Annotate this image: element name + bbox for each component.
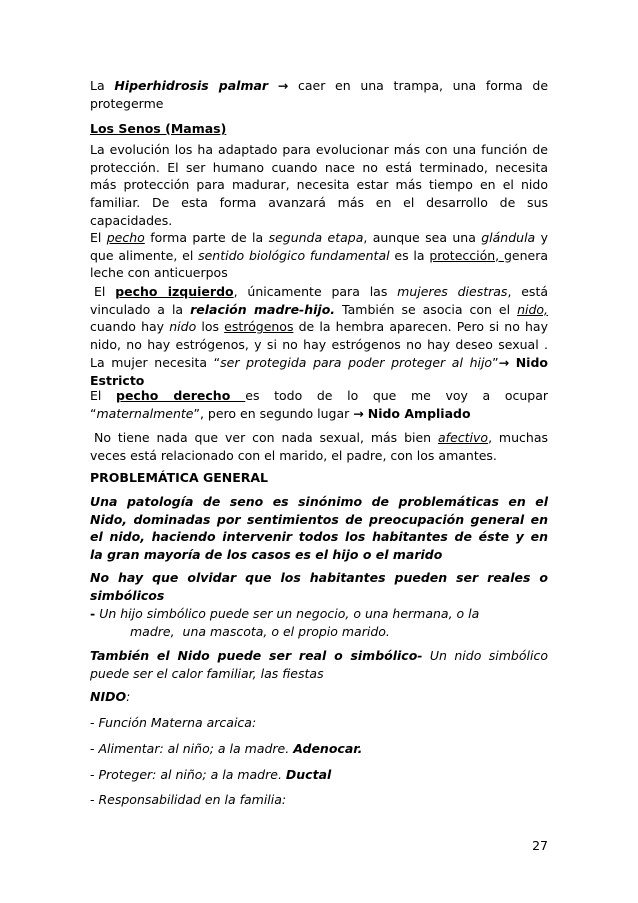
- text-run: [422, 648, 429, 663]
- text-run: La mujer necesita “: [90, 354, 221, 370]
- paragraph-patologia-seno: [90, 493, 548, 564]
- paragraph-pecho: [90, 229, 548, 282]
- text-line: capacidades.: [90, 212, 173, 228]
- bullet-dash: -: [90, 792, 99, 807]
- text-line: protección. El ser humano cuando nace no está terminado, necesita: [90, 159, 548, 175]
- text-run: “: [90, 405, 97, 421]
- text-line: leche con anticuerpos: [90, 265, 228, 281]
- text-line: Nido, dominadas por sentimientos de preocupación general en: [90, 511, 548, 527]
- term-ductal: Ductal: [285, 767, 332, 782]
- arrow-right-icon: →: [498, 354, 510, 370]
- emphasis-text: madre, una mascota, o el propio marido.: [130, 623, 390, 639]
- text-run: , únicamente para las: [233, 284, 398, 299]
- term-nido-ampliado: Nido Ampliado: [367, 405, 471, 421]
- text-line: la gran mayoría de los casos es el hijo o el marido: [90, 547, 443, 563]
- term-sentido-biologico: sentido biológico fundamental: [198, 247, 390, 263]
- text-run: es todo de lo que me voy a ocupar: [245, 388, 548, 403]
- arrow-right-icon: →: [353, 405, 364, 421]
- arrow-right-icon: →: [277, 78, 289, 93]
- text-run: [268, 78, 278, 93]
- text-line: [90, 429, 548, 447]
- bullet-dash: -: [90, 741, 99, 756]
- heading-los-senos: [90, 120, 548, 138]
- term-nido-estricto: Estricto: [90, 372, 145, 388]
- term-segunda-etapa: segunda etapa: [268, 230, 364, 245]
- text-run: que alimente, el: [90, 247, 199, 263]
- heading-problematica-general: [90, 469, 548, 487]
- text-line: simbólicos: [90, 587, 165, 603]
- text-run: es la: [389, 247, 430, 263]
- text-line: familiar. De esta forma avanzará más en el desarrollo de sus: [90, 195, 548, 211]
- emphasis-text: Proteger: al niño; a la madre.: [98, 767, 282, 782]
- text-run: genera: [503, 247, 548, 263]
- term-afectivo: afectivo: [438, 430, 489, 445]
- list-item-alimentar: [90, 740, 548, 758]
- term-nido-estricto: Nido: [515, 354, 548, 370]
- text-run: , aunque sea una: [363, 230, 482, 245]
- text-run: , está: [507, 284, 549, 299]
- heading-nido: [90, 688, 548, 706]
- term-adenocar: Adenocar.: [293, 741, 363, 756]
- text-run: los: [196, 319, 225, 335]
- term-proteccion: protección,: [429, 247, 504, 263]
- quote-text: ser protegida para poder proteger al hijo: [220, 354, 493, 370]
- text-line: veces está relacionado con el marido, el padre, con los amantes.: [90, 447, 497, 463]
- text-run: También se asocia con el: [335, 301, 518, 317]
- paragraph-evolucion: [90, 141, 548, 230]
- text-line: nido, no hay estrógenos, y si no hay estrógenos no hay deseo sexual .: [90, 337, 548, 353]
- paragraph-pecho-izquierdo: [90, 283, 548, 389]
- emphasis-text: Un hijo simbólico puede ser un negocio, o una hermana, o la: [99, 606, 480, 621]
- term-pecho: pecho: [106, 230, 145, 245]
- term-estrogenos: estrógenos: [224, 319, 294, 335]
- text-line: [90, 283, 548, 301]
- list-item-funcion-materna: [90, 714, 548, 732]
- term-mujeres-diestras: mujeres diestras: [397, 284, 508, 299]
- term-relacion-madre-hijo: relación madre-hijo.: [190, 301, 336, 317]
- emphasis-text: Alimentar: al niño; a la madre.: [98, 741, 290, 756]
- text-run: ”: [492, 354, 499, 370]
- term-nido: nido,: [517, 301, 549, 317]
- paragraph-nido-simbolico: [90, 647, 548, 682]
- text-run: cuando hay: [90, 319, 170, 335]
- text-line: [90, 354, 548, 372]
- text-run: El: [94, 284, 116, 299]
- text-line: el nido, haciendo intervenir todos los habitantes de éste y en: [90, 529, 548, 545]
- emphasis-text: Un nido simbólico: [429, 648, 548, 663]
- text-line: puede ser el calor familiar, las fiestas: [90, 665, 324, 681]
- term-glandula: glándula: [481, 230, 536, 245]
- text-line: [90, 229, 548, 247]
- text-line: Una patología de seno es sinónimo de problemáticas en el: [90, 494, 548, 509]
- paragraph-pecho-derecho: [90, 387, 548, 422]
- text-run: vinculado a la: [90, 301, 191, 317]
- nido-label: NIDO: [90, 689, 127, 704]
- bullet-dash: -: [90, 715, 99, 730]
- bold-italic-text: También el Nido puede ser real o simbólico-: [90, 648, 423, 663]
- text-line: No hay que olvidar que los habitantes pueden ser reales o: [90, 570, 548, 585]
- text-line: [90, 318, 548, 336]
- text-line: La evolución los ha adaptado para evolucionar más con una función de: [90, 142, 548, 157]
- text-run: No tiene nada que ver con nada sexual, más bien: [94, 430, 439, 445]
- paragraph-hijo-simbolico: [90, 605, 548, 640]
- text-line: [90, 405, 548, 423]
- text-run: La: [90, 78, 115, 93]
- paragraph-hiperhidrosis: [90, 77, 548, 112]
- nido-colon: :: [126, 689, 131, 704]
- section-heading: Los Senos (Mamas): [90, 121, 227, 136]
- paragraph-afectivo: [90, 429, 548, 464]
- text-run: El: [90, 230, 107, 245]
- text-run: , muchas: [488, 430, 549, 445]
- text-run: ”, pero en segundo lugar: [193, 405, 354, 421]
- emphasis-text: Responsabilidad en la familia:: [98, 792, 287, 807]
- section-heading: PROBLEMÁTICA GENERAL: [90, 470, 269, 485]
- term-nido: nido: [169, 319, 197, 335]
- term-pecho-derecho: pecho derecho: [116, 388, 246, 403]
- page-number: 27: [532, 838, 548, 853]
- text-run: [509, 355, 516, 370]
- emphasis-text: Función Materna arcaica:: [98, 715, 257, 730]
- text-line: [90, 605, 548, 623]
- text-line: protegerme: [90, 95, 164, 111]
- term-hiperhidrosis-palmar: Hiperhidrosis palmar: [114, 78, 269, 93]
- text-run: de la hembra aparecen. Pero si no hay: [293, 319, 548, 335]
- text-run: forma parte de la: [144, 230, 269, 245]
- paragraph-habitantes: [90, 569, 548, 604]
- text-run: y: [535, 230, 548, 245]
- bullet-dash: -: [90, 606, 96, 621]
- text-line: [90, 623, 548, 641]
- text-line: [90, 247, 548, 265]
- text-line: [90, 77, 548, 95]
- text-line: más protección para madurar, necesita estar más tiempo en el nido: [90, 177, 548, 193]
- text-run: caer en una trampa, una forma de: [288, 78, 549, 93]
- text-line: [90, 387, 548, 405]
- text-line: [90, 301, 548, 319]
- list-item-responsabilidad: [90, 791, 548, 809]
- text-run: El: [90, 388, 116, 403]
- text-line: [90, 647, 548, 665]
- term-maternalmente: maternalmente: [96, 405, 194, 421]
- bullet-dash: -: [90, 767, 99, 782]
- term-pecho-izquierdo: pecho izquierdo: [115, 284, 234, 299]
- list-item-proteger: [90, 766, 548, 784]
